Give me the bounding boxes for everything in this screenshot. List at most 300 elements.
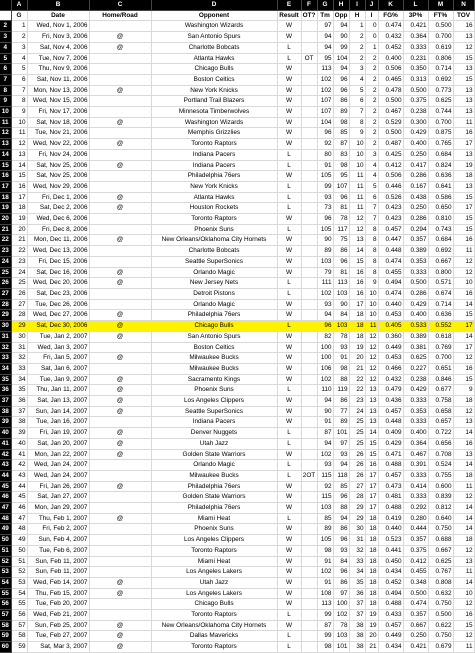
header-cell[interactable]: FG% (378, 10, 403, 21)
wins-cell[interactable]: 30 (349, 524, 365, 535)
opponent-cell[interactable]: Charlotte Bobcats (151, 246, 277, 257)
opponent-cell[interactable]: Minnesota Timberwolves (151, 107, 277, 118)
header-cell[interactable]: Result (277, 10, 301, 21)
opponent-cell[interactable]: Chicago Bulls (151, 64, 277, 75)
home-road-cell[interactable]: @ (89, 192, 151, 203)
opp-score-cell[interactable]: 85 (333, 481, 349, 492)
opp-score-cell[interactable]: 84 (333, 310, 349, 321)
three-pct-cell[interactable]: 0.350 (403, 64, 428, 75)
home-road-cell[interactable]: @ (89, 85, 151, 96)
tov-cell[interactable]: 16 (453, 235, 474, 246)
result-cell[interactable]: W (277, 246, 301, 257)
tov-cell[interactable]: 17 (453, 139, 474, 150)
wins-cell[interactable]: 22 (349, 385, 365, 396)
team-score-cell[interactable]: 105 (317, 171, 333, 182)
ft-pct-cell[interactable]: 0.744 (428, 107, 453, 118)
wins-cell[interactable]: 32 (349, 545, 365, 556)
losses-cell[interactable]: 2 (365, 85, 378, 96)
opponent-cell[interactable]: Boston Celtics (151, 74, 277, 85)
opponent-cell[interactable]: New York Knicks (151, 85, 277, 96)
ot-cell[interactable] (301, 128, 317, 139)
result-cell[interactable]: W (277, 139, 301, 150)
opponent-cell[interactable]: Indiana Pacers (151, 417, 277, 428)
fg-pct-cell[interactable]: 0.457 (378, 470, 403, 481)
tov-cell[interactable]: 15 (453, 374, 474, 385)
opp-score-cell[interactable]: 84 (333, 556, 349, 567)
game-number-cell[interactable]: 6 (11, 74, 27, 85)
ot-cell[interactable] (301, 74, 317, 85)
ot-cell[interactable] (301, 599, 317, 610)
game-number-cell[interactable]: 21 (11, 235, 27, 246)
three-pct-cell[interactable]: 0.238 (403, 107, 428, 118)
losses-cell[interactable]: 9 (365, 278, 378, 289)
home-road-cell[interactable]: @ (89, 278, 151, 289)
result-cell[interactable]: W (277, 374, 301, 385)
tov-cell[interactable]: 14 (453, 299, 474, 310)
ot-cell[interactable] (301, 85, 317, 96)
fg-pct-cell[interactable]: 0.474 (378, 288, 403, 299)
opponent-cell[interactable]: Sacramento Kings (151, 374, 277, 385)
home-road-cell[interactable] (89, 149, 151, 160)
opponent-cell[interactable]: Washington Wizards (151, 117, 277, 128)
losses-cell[interactable]: 19 (365, 620, 378, 631)
three-pct-cell[interactable]: 0.381 (403, 342, 428, 353)
team-score-cell[interactable]: 106 (317, 363, 333, 374)
row-number[interactable]: 8 (0, 85, 11, 96)
game-number-cell[interactable]: 4 (11, 53, 27, 64)
opponent-cell[interactable]: Indiana Pacers (151, 149, 277, 160)
row-number[interactable]: 28 (0, 299, 11, 310)
home-road-cell[interactable]: @ (89, 32, 151, 43)
date-cell[interactable]: Sat, Jan 13, 2007 (27, 396, 89, 407)
row-number[interactable]: 15 (0, 160, 11, 171)
three-pct-cell[interactable]: 0.238 (403, 374, 428, 385)
row-number[interactable]: 44 (0, 470, 11, 481)
row-number[interactable]: 54 (0, 577, 11, 588)
row-number[interactable]: 12 (0, 128, 11, 139)
fg-pct-cell[interactable]: 0.400 (378, 53, 403, 64)
game-number-cell[interactable]: 10 (11, 117, 27, 128)
game-number-cell[interactable]: 44 (11, 481, 27, 492)
opponent-cell[interactable]: Toronto Raptors (151, 545, 277, 556)
row-number[interactable]: 58 (0, 620, 11, 631)
date-cell[interactable]: Sun, Feb 11, 2007 (27, 556, 89, 567)
tov-cell[interactable]: 14 (453, 577, 474, 588)
opponent-cell[interactable]: New Orleans/Oklahoma City Hornets (151, 620, 277, 631)
result-cell[interactable]: L (277, 42, 301, 53)
row-number[interactable]: 33 (0, 353, 11, 364)
header-cell[interactable]: Tm (317, 10, 333, 21)
result-cell[interactable]: W (277, 599, 301, 610)
result-cell[interactable]: W (277, 353, 301, 364)
ot-cell[interactable] (301, 96, 317, 107)
result-cell[interactable]: W (277, 620, 301, 631)
game-number-cell[interactable]: 32 (11, 353, 27, 364)
row-number[interactable]: 2 (0, 21, 11, 32)
result-cell[interactable]: L (277, 642, 301, 653)
game-number-cell[interactable]: 17 (11, 192, 27, 203)
team-score-cell[interactable]: 92 (317, 481, 333, 492)
column-header-c[interactable]: C (89, 0, 151, 10)
fg-pct-cell[interactable]: 0.506 (378, 171, 403, 182)
date-cell[interactable]: Wed, Dec 27, 2006 (27, 310, 89, 321)
losses-cell[interactable]: 18 (365, 513, 378, 524)
three-pct-cell[interactable]: 0.400 (403, 139, 428, 150)
home-road-cell[interactable]: @ (89, 385, 151, 396)
game-number-cell[interactable]: 13 (11, 149, 27, 160)
three-pct-cell[interactable]: 0.412 (403, 556, 428, 567)
tov-cell[interactable]: 13 (453, 149, 474, 160)
header-cell[interactable]: OT? (301, 10, 317, 21)
ft-pct-cell[interactable]: 0.640 (428, 513, 453, 524)
ft-pct-cell[interactable]: 0.674 (428, 288, 453, 299)
ft-pct-cell[interactable]: 0.692 (428, 246, 453, 257)
wins-cell[interactable]: 33 (349, 556, 365, 567)
result-cell[interactable]: W (277, 235, 301, 246)
game-number-cell[interactable]: 36 (11, 396, 27, 407)
ft-pct-cell[interactable]: 0.755 (428, 470, 453, 481)
losses-cell[interactable]: 8 (365, 256, 378, 267)
ft-pct-cell[interactable]: 0.625 (428, 556, 453, 567)
date-cell[interactable]: Sat, Nov 4, 2006 (27, 42, 89, 53)
team-score-cell[interactable]: 111 (317, 278, 333, 289)
opponent-cell[interactable]: Los Angeles Lakers (151, 588, 277, 599)
opp-score-cell[interactable]: 86 (333, 396, 349, 407)
tov-cell[interactable]: 15 (453, 224, 474, 235)
opponent-cell[interactable]: Philadelphia 76ers (151, 310, 277, 321)
ot-cell[interactable] (301, 42, 317, 53)
home-road-cell[interactable] (89, 96, 151, 107)
wins-cell[interactable]: 20 (349, 353, 365, 364)
losses-cell[interactable]: 18 (365, 545, 378, 556)
result-cell[interactable]: W (277, 396, 301, 407)
team-score-cell[interactable]: 96 (317, 214, 333, 225)
date-cell[interactable]: Sat, Jan 20, 2007 (27, 438, 89, 449)
result-cell[interactable]: L (277, 513, 301, 524)
opponent-cell[interactable]: Dallas Mavericks (151, 631, 277, 642)
tov-cell[interactable]: 15 (453, 192, 474, 203)
fg-pct-cell[interactable]: 0.471 (378, 449, 403, 460)
fg-pct-cell[interactable]: 0.412 (378, 160, 403, 171)
result-cell[interactable]: W (277, 85, 301, 96)
tov-cell[interactable]: 13 (453, 449, 474, 460)
ot-cell[interactable] (301, 438, 317, 449)
date-cell[interactable]: Sun, Feb 11, 2007 (27, 567, 89, 578)
tov-cell[interactable]: 11 (453, 642, 474, 653)
tov-cell[interactable]: 18 (453, 535, 474, 546)
header-cell[interactable]: I (365, 10, 378, 21)
losses-cell[interactable]: 2 (365, 139, 378, 150)
result-cell[interactable]: L (277, 470, 301, 481)
column-header-f[interactable]: F (301, 0, 317, 10)
three-pct-cell[interactable]: 0.286 (403, 214, 428, 225)
row-number[interactable]: 41 (0, 438, 11, 449)
wins-cell[interactable]: 29 (349, 513, 365, 524)
home-road-cell[interactable]: @ (89, 396, 151, 407)
ft-pct-cell[interactable]: 0.758 (428, 396, 453, 407)
ot-cell[interactable] (301, 353, 317, 364)
losses-cell[interactable]: 4 (365, 171, 378, 182)
row-number[interactable]: 25 (0, 267, 11, 278)
ot-cell[interactable] (301, 342, 317, 353)
home-road-cell[interactable] (89, 556, 151, 567)
date-cell[interactable]: Wed, Dec 6, 2006 (27, 214, 89, 225)
home-road-cell[interactable] (89, 599, 151, 610)
fg-pct-cell[interactable]: 0.434 (378, 642, 403, 653)
ot-cell[interactable] (301, 235, 317, 246)
team-score-cell[interactable]: 102 (317, 567, 333, 578)
fg-pct-cell[interactable]: 0.436 (378, 396, 403, 407)
three-pct-cell[interactable]: 0.438 (403, 192, 428, 203)
ot-cell[interactable] (301, 203, 317, 214)
opponent-cell[interactable]: Phoenix Suns (151, 524, 277, 535)
fg-pct-cell[interactable]: 0.488 (378, 503, 403, 514)
row-number[interactable]: 45 (0, 481, 11, 492)
losses-cell[interactable]: 8 (365, 246, 378, 257)
row-number[interactable]: 37 (0, 396, 11, 407)
ft-pct-cell[interactable]: 0.875 (428, 128, 453, 139)
team-score-cell[interactable]: 93 (317, 192, 333, 203)
team-score-cell[interactable]: 110 (317, 385, 333, 396)
fg-pct-cell[interactable]: 0.448 (378, 246, 403, 257)
column-header-l[interactable]: L (403, 0, 428, 10)
ft-pct-cell[interactable]: 0.743 (428, 224, 453, 235)
home-road-cell[interactable] (89, 363, 151, 374)
ft-pct-cell[interactable]: 0.650 (428, 203, 453, 214)
date-cell[interactable]: Wed, Nov 29, 2006 (27, 181, 89, 192)
ft-pct-cell[interactable]: 0.700 (428, 353, 453, 364)
opponent-cell[interactable]: Detroit Pistons (151, 288, 277, 299)
opp-score-cell[interactable]: 119 (333, 385, 349, 396)
ot-cell[interactable] (301, 385, 317, 396)
ft-pct-cell[interactable]: 0.586 (428, 192, 453, 203)
losses-cell[interactable]: 18 (365, 556, 378, 567)
game-number-cell[interactable]: 28 (11, 310, 27, 321)
losses-cell[interactable]: 5 (365, 181, 378, 192)
column-header-j[interactable]: J (365, 0, 378, 10)
column-header-e[interactable]: E (277, 0, 301, 10)
column-header-i[interactable]: I (349, 0, 365, 10)
home-road-cell[interactable] (89, 246, 151, 257)
opp-score-cell[interactable]: 98 (333, 363, 349, 374)
game-number-cell[interactable]: 59 (11, 642, 27, 653)
wins-cell[interactable]: 10 (349, 139, 365, 150)
result-cell[interactable]: L (277, 438, 301, 449)
game-number-cell[interactable]: 46 (11, 503, 27, 514)
team-score-cell[interactable]: 79 (317, 267, 333, 278)
fg-pct-cell[interactable]: 0.481 (378, 492, 403, 503)
wins-cell[interactable]: 18 (349, 331, 365, 342)
opp-score-cell[interactable]: 89 (333, 107, 349, 118)
opponent-cell[interactable]: Toronto Raptors (151, 642, 277, 653)
game-number-cell[interactable]: 3 (11, 42, 27, 53)
ot-cell[interactable] (301, 32, 317, 43)
opp-score-cell[interactable]: 102 (333, 610, 349, 621)
team-score-cell[interactable]: 102 (317, 74, 333, 85)
three-pct-cell[interactable]: 0.375 (403, 96, 428, 107)
column-header-m[interactable]: M (428, 0, 453, 10)
date-cell[interactable]: Tue, Jan 9, 2007 (27, 374, 89, 385)
fg-pct-cell[interactable]: 0.419 (378, 513, 403, 524)
team-score-cell[interactable]: 94 (317, 32, 333, 43)
game-number-cell[interactable]: 19 (11, 214, 27, 225)
game-number-cell[interactable]: 42 (11, 460, 27, 471)
ot-cell[interactable] (301, 321, 317, 332)
date-cell[interactable]: Fri, Dec 15, 2006 (27, 256, 89, 267)
ot-cell[interactable] (301, 363, 317, 374)
fg-pct-cell[interactable]: 0.473 (378, 481, 403, 492)
fg-pct-cell[interactable]: 0.409 (378, 428, 403, 439)
header-cell[interactable]: H (349, 10, 365, 21)
losses-cell[interactable]: 21 (365, 642, 378, 653)
row-number[interactable]: 5 (0, 53, 11, 64)
ft-pct-cell[interactable]: 0.692 (428, 74, 453, 85)
home-road-cell[interactable] (89, 107, 151, 118)
wins-cell[interactable]: 18 (349, 321, 365, 332)
game-number-cell[interactable]: 7 (11, 85, 27, 96)
team-score-cell[interactable]: 102 (317, 288, 333, 299)
ft-pct-cell[interactable]: 0.708 (428, 449, 453, 460)
ft-pct-cell[interactable]: 0.824 (428, 160, 453, 171)
fg-pct-cell[interactable]: 0.526 (378, 192, 403, 203)
home-road-cell[interactable] (89, 21, 151, 32)
fg-pct-cell[interactable]: 0.434 (378, 567, 403, 578)
ft-pct-cell[interactable]: 0.684 (428, 235, 453, 246)
ot-cell[interactable] (301, 107, 317, 118)
home-road-cell[interactable] (89, 74, 151, 85)
date-cell[interactable]: Sat, Nov 18, 2006 (27, 117, 89, 128)
tov-cell[interactable]: 12 (453, 406, 474, 417)
home-road-cell[interactable] (89, 256, 151, 267)
opponent-cell[interactable]: Orlando Magic (151, 460, 277, 471)
losses-cell[interactable]: 8 (365, 267, 378, 278)
three-pct-cell[interactable]: 0.429 (403, 299, 428, 310)
opponent-cell[interactable]: Atlanta Hawks (151, 53, 277, 64)
ot-cell[interactable] (301, 460, 317, 471)
opponent-cell[interactable]: San Antonio Spurs (151, 331, 277, 342)
opponent-cell[interactable]: Utah Jazz (151, 577, 277, 588)
ot-cell[interactable] (301, 171, 317, 182)
ot-cell[interactable] (301, 513, 317, 524)
ft-pct-cell[interactable]: 0.750 (428, 599, 453, 610)
ot-cell[interactable] (301, 181, 317, 192)
opp-score-cell[interactable]: 95 (333, 171, 349, 182)
opp-score-cell[interactable]: 93 (333, 545, 349, 556)
game-number-cell[interactable]: 20 (11, 224, 27, 235)
home-road-cell[interactable]: @ (89, 406, 151, 417)
team-score-cell[interactable]: 73 (317, 203, 333, 214)
opp-score-cell[interactable]: 94 (333, 21, 349, 32)
date-cell[interactable]: Wed, Dec 13, 2006 (27, 246, 89, 257)
game-number-cell[interactable]: 15 (11, 171, 27, 182)
team-score-cell[interactable]: 95 (317, 53, 333, 64)
ft-pct-cell[interactable]: 0.722 (428, 428, 453, 439)
ot-cell[interactable] (301, 288, 317, 299)
losses-cell[interactable]: 16 (365, 460, 378, 471)
game-number-cell[interactable]: 53 (11, 577, 27, 588)
row-number[interactable]: 29 (0, 310, 11, 321)
losses-cell[interactable]: 12 (365, 353, 378, 364)
game-number-cell[interactable]: 56 (11, 610, 27, 621)
date-cell[interactable]: Fri, Jan 5, 2007 (27, 353, 89, 364)
date-cell[interactable]: Wed, Feb 14, 2007 (27, 577, 89, 588)
game-number-cell[interactable]: 45 (11, 492, 27, 503)
losses-cell[interactable]: 18 (365, 524, 378, 535)
fg-pct-cell[interactable]: 0.429 (378, 438, 403, 449)
opponent-cell[interactable]: Golden State Warriors (151, 492, 277, 503)
opp-score-cell[interactable]: 98 (333, 117, 349, 128)
losses-cell[interactable]: 6 (365, 192, 378, 203)
losses-cell[interactable]: 2 (365, 117, 378, 128)
result-cell[interactable]: W (277, 481, 301, 492)
game-number-cell[interactable]: 31 (11, 342, 27, 353)
fg-pct-cell[interactable]: 0.448 (378, 417, 403, 428)
result-cell[interactable]: W (277, 299, 301, 310)
three-pct-cell[interactable]: 0.667 (403, 620, 428, 631)
wins-cell[interactable]: 22 (349, 374, 365, 385)
team-score-cell[interactable]: 94 (317, 42, 333, 53)
date-cell[interactable]: Sat, Nov 25, 2006 (27, 160, 89, 171)
opponent-cell[interactable]: Utah Jazz (151, 438, 277, 449)
wins-cell[interactable]: 37 (349, 610, 365, 621)
tov-cell[interactable]: 12 (453, 267, 474, 278)
result-cell[interactable]: L (277, 149, 301, 160)
header-cell[interactable]: 3P% (403, 10, 428, 21)
ft-pct-cell[interactable]: 0.667 (428, 545, 453, 556)
row-number[interactable]: 23 (0, 246, 11, 257)
header-cell[interactable]: G (11, 10, 27, 21)
team-score-cell[interactable]: 94 (317, 310, 333, 321)
fg-pct-cell[interactable]: 0.453 (378, 353, 403, 364)
team-score-cell[interactable]: 104 (317, 117, 333, 128)
opp-score-cell[interactable]: 101 (333, 642, 349, 653)
tov-cell[interactable]: 12 (453, 353, 474, 364)
opponent-cell[interactable]: Orlando Magic (151, 267, 277, 278)
losses-cell[interactable]: 18 (365, 535, 378, 546)
tov-cell[interactable]: 15 (453, 53, 474, 64)
date-cell[interactable]: Tue, Feb 27, 2007 (27, 631, 89, 642)
home-road-cell[interactable]: @ (89, 577, 151, 588)
tov-cell[interactable]: 12 (453, 256, 474, 267)
game-number-cell[interactable]: 52 (11, 567, 27, 578)
row-number[interactable]: 53 (0, 567, 11, 578)
opp-score-cell[interactable]: 75 (333, 235, 349, 246)
home-road-cell[interactable]: @ (89, 588, 151, 599)
losses-cell[interactable]: 17 (365, 481, 378, 492)
row-number[interactable]: 60 (0, 642, 11, 653)
team-score-cell[interactable]: 99 (317, 610, 333, 621)
row-number[interactable]: 24 (0, 256, 11, 267)
fg-pct-cell[interactable]: 0.529 (378, 117, 403, 128)
ft-pct-cell[interactable]: 0.500 (428, 21, 453, 32)
fg-pct-cell[interactable]: 0.360 (378, 331, 403, 342)
home-road-cell[interactable] (89, 417, 151, 428)
losses-cell[interactable]: 14 (365, 428, 378, 439)
team-score-cell[interactable]: 107 (317, 107, 333, 118)
result-cell[interactable]: L (277, 181, 301, 192)
home-road-cell[interactable]: @ (89, 353, 151, 364)
result-cell[interactable]: W (277, 449, 301, 460)
home-road-cell[interactable] (89, 503, 151, 514)
opponent-cell[interactable]: New Jersey Nets (151, 278, 277, 289)
opponent-cell[interactable]: Philadelphia 76ers (151, 503, 277, 514)
three-pct-cell[interactable]: 0.500 (403, 278, 428, 289)
game-number-cell[interactable]: 58 (11, 631, 27, 642)
tov-cell[interactable]: 11 (453, 246, 474, 257)
date-cell[interactable]: Sat, Dec 16, 2006 (27, 267, 89, 278)
wins-cell[interactable]: 16 (349, 288, 365, 299)
home-road-cell[interactable] (89, 299, 151, 310)
